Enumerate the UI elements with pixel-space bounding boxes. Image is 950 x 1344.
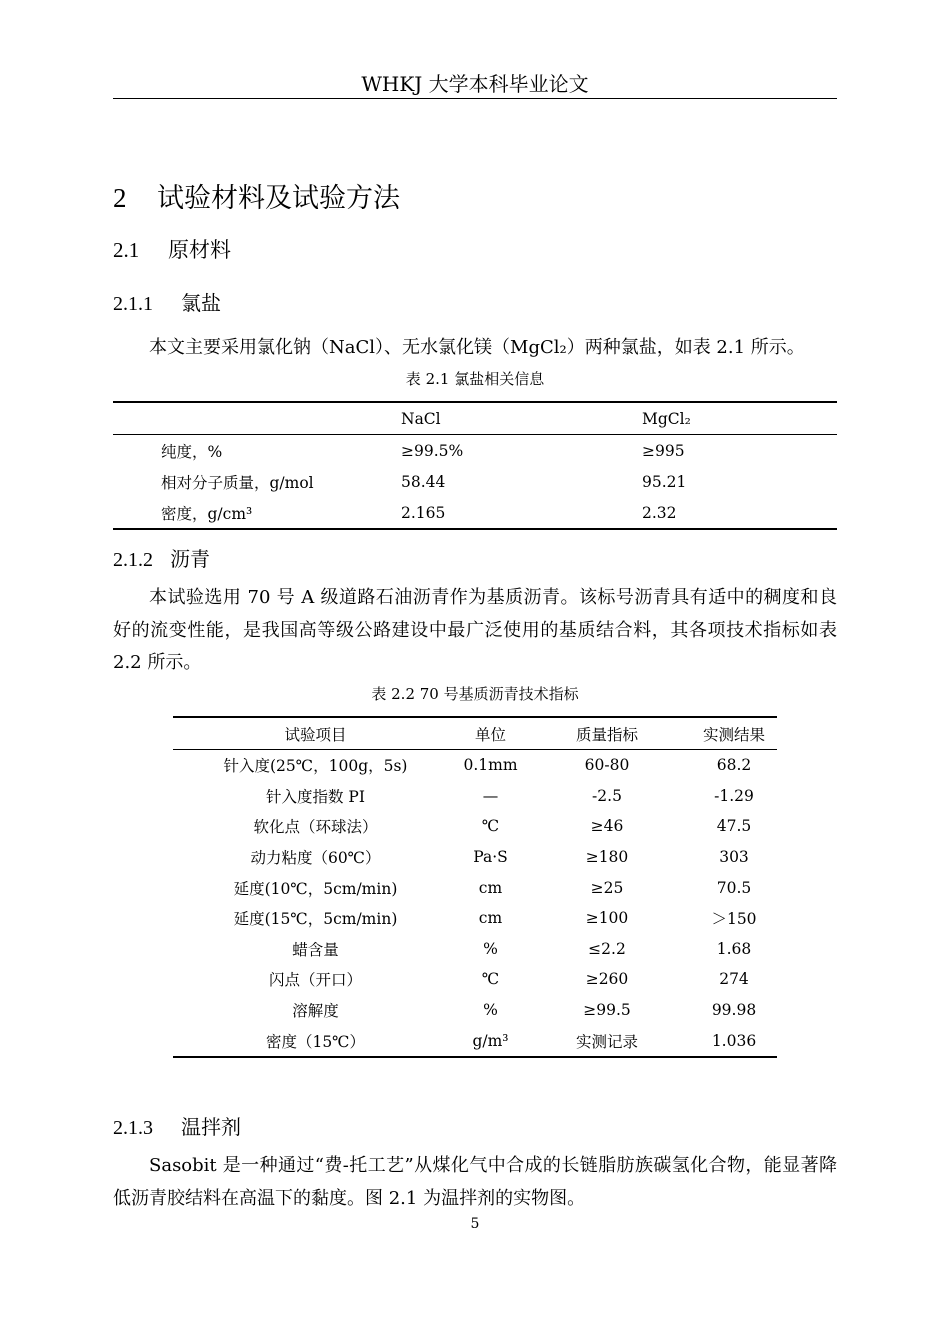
table-row [173,750,777,781]
table-cell: 纯度，% [161,442,223,461]
table-cell: 密度（15℃） [265,1032,366,1051]
header-rule [113,98,837,99]
table-cell: 99.98 [711,1001,757,1020]
table-cell: ≥46 [590,817,624,836]
table-cell: ℃ [481,817,500,836]
table-row [173,1025,777,1057]
table-row [173,995,777,1026]
table-cell: -2.5 [592,786,622,805]
table-row [173,781,777,812]
table-row [113,435,837,467]
table-cell: Pa·S [473,848,508,867]
table-cell: 68.2 [716,756,752,775]
table-cell: -1.29 [714,786,754,805]
table-cell: ≥25 [590,878,624,897]
table-cell: 动力粘度（60℃） [250,849,381,868]
table-header-cell: NaCl [401,402,642,435]
table-2-1 [113,401,837,530]
table-cell: 相对分子质量，g/mol [161,473,314,492]
table-cell: 针入度指数 PI [266,787,365,806]
table-2-1-caption: 表 2.1 氯盐相关信息 [405,370,545,388]
subsection-heading-2-1-3 [113,1113,241,1142]
table-cell: ≥99.5 [583,1001,631,1020]
table-cell: cm [478,909,503,928]
table-cell: 蜡含量 [292,940,339,959]
table-header-row [173,717,777,750]
paragraph-asphalt: 本试验选用 70 号 A 级道路石油沥青作为基质沥青。该标号沥青具有适中的稠度和良好的流变性能，是我国高等级公路建设中最广泛使用的基质结合料，其各项技术指标如表 2.2 所示。 [113,587,837,673]
table-cell: 58.44 [401,472,446,491]
table-cell: 延度(15℃，5cm/min) [233,910,398,929]
table-header-cell: 单位 [458,717,523,750]
table-cell: ℃ [481,970,500,989]
chapter-number: 2 [113,183,127,213]
table-header-cell: 实测结果 [691,717,777,750]
table-header-cell: MgCl₂ [642,402,837,435]
table-cell: 密度，g/cm³ [161,504,253,523]
table-cell: 闪点（开口） [268,971,362,990]
table-2-2-caption: 表 2.2 70 号基质沥青技术指标 [371,685,579,703]
table-cell: 溶解度 [292,1002,339,1021]
chapter-title: 试验材料及试验方法 [157,183,400,214]
table-cell: ≥260 [585,970,629,989]
table-row [173,903,777,934]
table-header-cell [113,402,401,435]
table-cell: cm [478,878,503,897]
section-title: 原材料 [168,238,231,262]
subsection-number: 2.1.2 [113,549,153,571]
paragraph-chloride: 本文主要采用氯化钠（NaCl）、无水氯化镁（MgCl₂）两种氯盐，如表 2.1 所示。 [149,337,805,358]
table-row [113,466,837,497]
subsection-title: 温拌剂 [181,1115,241,1139]
subsection-number: 2.1.3 [113,1117,153,1139]
subsection-title: 沥青 [170,547,210,571]
subsection-heading-2-1-1 [113,289,221,318]
table-cell: g/m³ [472,1031,509,1050]
table-cell: 274 [719,970,749,989]
table-cell: 软化点（环球法） [253,818,378,837]
table-cell: ≥995 [642,441,685,460]
table-cell: % [483,939,498,958]
table-cell: 0.1mm [463,756,518,775]
table-2-2 [173,716,777,1058]
table-row [173,964,777,995]
subsection-title: 氯盐 [181,291,221,315]
table-row [173,872,777,903]
chapter-heading [113,180,400,217]
table-cell: 延度(10℃，5cm/min) [233,879,398,898]
table-cell: 47.5 [716,817,752,836]
table-cell: ＞150 [711,910,757,929]
section-number: 2.1 [113,238,140,262]
section-heading-2-1 [113,236,231,264]
table-cell: 针入度(25℃，100g，5s) [223,757,408,776]
table-cell: ≥100 [585,909,629,928]
table-cell: 303 [719,848,749,867]
table-header-row [113,402,837,435]
subsection-number: 2.1.1 [113,293,153,315]
table-cell: 60-80 [584,756,630,775]
table-cell: 1.68 [716,939,752,958]
table-row [113,497,837,529]
table-row [173,934,777,965]
table-cell: ≥180 [585,848,629,867]
table-cell: ≥99.5% [401,441,464,460]
table-cell: 70.5 [716,878,752,897]
table-header-cell: 质量指标 [523,717,691,750]
table-cell: 1.036 [711,1031,757,1050]
table-cell: 95.21 [642,472,687,491]
table-cell: % [483,1001,498,1020]
page-number: 5 [470,1216,480,1232]
table-cell: ≤2.2 [588,939,626,958]
subsection-heading-2-1-2 [113,545,210,574]
table-cell: 2.32 [642,503,677,522]
table-cell: — [482,786,499,805]
table-row [173,842,777,873]
table-cell: 实测记录 [575,1032,638,1051]
table-cell: 2.165 [401,503,446,522]
running-header: WHKJ 大学本科毕业论文 [361,72,589,96]
table-row [173,811,777,842]
paragraph-warm-mix-agent: Sasobit 是一种通过“费-托工艺”从煤化气中合成的长链脂肪族碳氢化合物，能显著降低沥青胶结料在高温下的黏度。图 2.1 为温拌剂的实物图。 [113,1155,837,1209]
table-header-cell: 试验项目 [173,717,458,750]
